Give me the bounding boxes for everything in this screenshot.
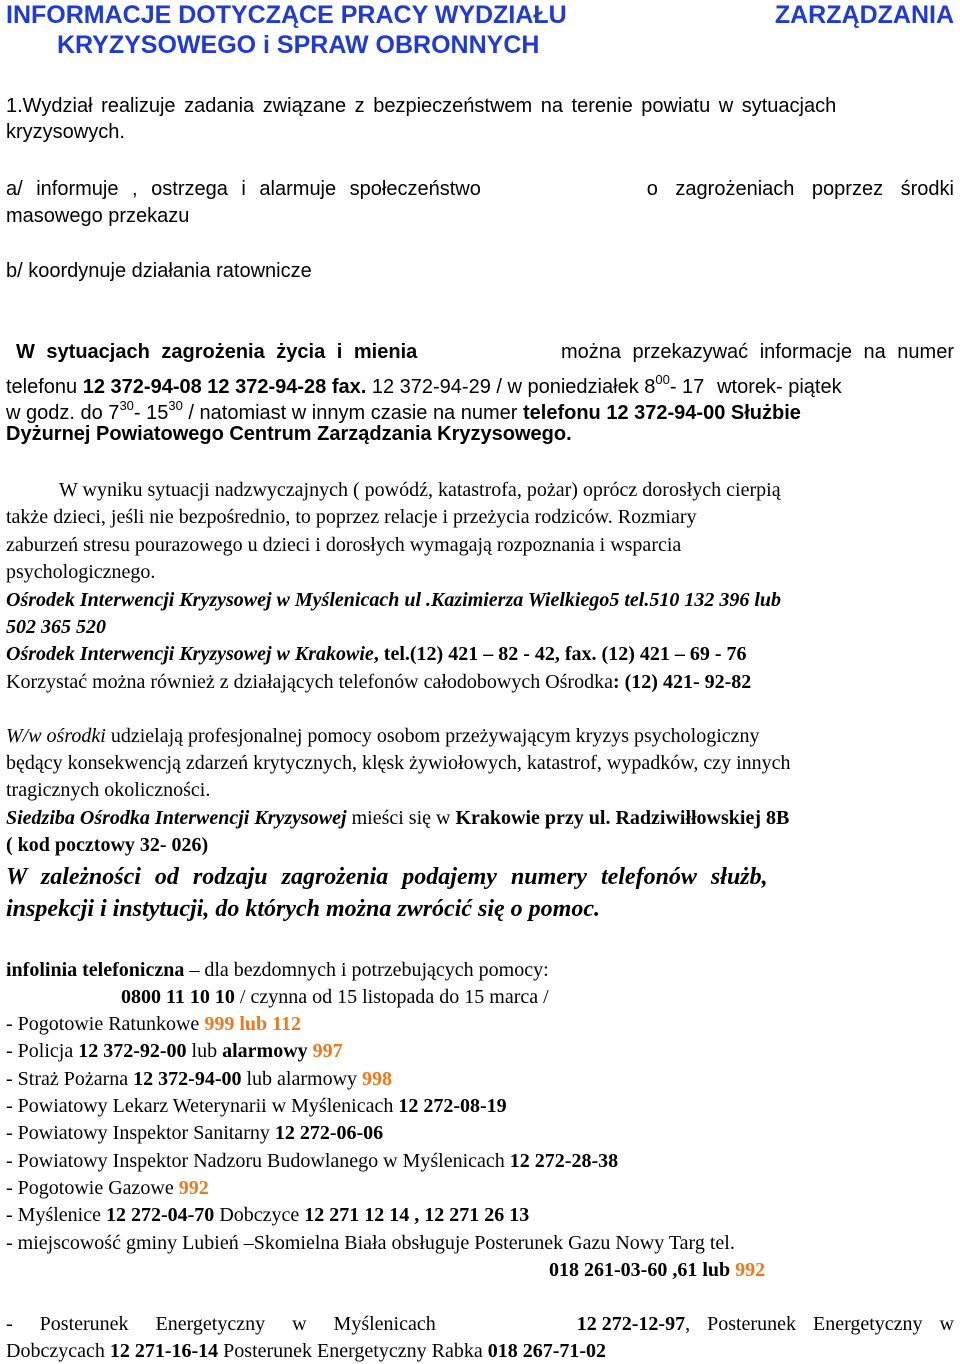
page-title [6,0,954,30]
contact-number: 999 lub 112 [204,1013,302,1035]
list-item [6,1338,606,1364]
emergency-phone-fax: 12 372-94-08 12 372-94-28 fax. [82,376,367,398]
sup-30a: 30 [119,398,134,413]
contact-label: - Powiatowy Inspektor Sanitarny [6,1122,270,1144]
contact-number: 12 272-12-97 [576,1313,686,1335]
emergency-heading: W sytuacjach zagrożenia życia i mienia [16,341,418,363]
crisis-line4: psychologicznego. [6,561,156,583]
contact-label: - Pogotowie Ratunkowe [6,1013,200,1035]
emergency-text: można przekazywać informacje na numer [560,341,954,363]
crisis-line6: 502 365 520 [6,616,106,638]
contact-label: - Policja [6,1040,74,1062]
infolinia-line2 [121,984,549,1010]
list-item [6,1093,507,1119]
intro-line2: kryzysowych. [6,121,125,143]
contact-group [577,1311,954,1337]
list-item [6,1011,301,1037]
emergency-l2-d: - 17 [669,376,705,398]
infolinia-desc: – dla bezdomnych i potrzebujących pomocy: [189,959,549,981]
centers-l1-b: udzielają profesjonalnej pomocy osobom przeżywającym kryzys psychologiczny [110,725,760,747]
center-phone: : (12) 421- 92-82 [612,671,752,693]
contact-number: 998 [362,1068,393,1090]
krakow-phone: , tel.(12) 421 – 82 - 42, fax. [373,643,597,665]
point-a-right: o zagrożeniach poprzez środki [646,178,954,200]
centers-line2: będący konsekwencją zdarzeń krytycznych, klęsk żywiołowych, katastrof, wypadków, czy innych [6,752,791,774]
contact-label: Posterunek Energetyczny Rabka [223,1340,483,1362]
emergency-line1 [16,339,954,365]
list-item [6,1202,529,1228]
contact-number: 12 272-08-19 [398,1095,507,1117]
emergency-l3-d: / natomiast w innym czasie na numer [188,402,518,424]
centers-l1-a: W/w ośrodki [6,725,106,747]
krakow-fax: (12) 421 – 69 - 76 [601,643,747,665]
contact-label: - Myślenice [6,1204,101,1226]
contact-number: 12 372-94-00 [133,1068,242,1090]
contact-label: Dobczyce [219,1204,300,1226]
contact-number: 12 272-06-06 [274,1122,384,1144]
contact-label: - Pogotowie Gazowe [6,1177,174,1199]
contact-text: alarmowy [222,1040,308,1062]
infolinia-line1 [6,957,549,983]
crisis-line1: W wyniku sytuacji nadzwyczajnych ( powódź, katastrofa, pożar) oprócz dorosłych cierpią [59,479,781,501]
crisis-line3: zaburzeń stresu pourazowego u dzieci i dorosłych wymagają rozpoznania i wsparcia [6,534,682,556]
infolinia-hours: / czynna od 15 listopada do 15 marca / [239,986,549,1008]
centers-address: Krakowie przy ul. Radziwiłłowskiej 8B [455,807,790,829]
intro-point-b: b/ koordynuje działania ratownicze [6,260,312,282]
title-line2: KRYZYSOWEGO i SPRAW OBRONNYCH [57,31,540,59]
centers-line3: tragicznych okoliczności. [6,779,211,801]
contact-number: 018 261-03-60 ,61 lub [549,1259,731,1281]
infolinia-number: 0800 11 10 10 [121,986,235,1008]
crisis-line5: Ośrodek Interwencji Kryzysowej w Myślenicach ul .Kazimierza Wielkiego5 tel.510 132 396 lub [6,589,782,611]
intro-line1 [6,93,954,119]
contact-label: , Posterunek Energetyczny w [685,1313,954,1335]
emergency-l3-f: Służbie [730,402,801,424]
contact-number: 992 [178,1177,209,1199]
emergency-line4: Dyżurnej Powiatowego Centrum Zarządzania Kryzysowego. [6,423,572,445]
duty-phone: telefonu 12 372-94-00 [523,402,726,424]
crisis-line2: także dzieci, jeśli nie bezpośrednio, to poprzez relacje i przeżycia rodziców. Rozmiary [6,506,697,528]
contact-number: 018 267-71-02 [487,1340,607,1362]
crisis-line8 [6,669,751,695]
sup-30b: 30 [168,398,183,413]
heading-l1: W zależności od rodzaju zagrożenia podajemy numery telefonów służb, [6,864,768,890]
infolinia-label: infolinia telefoniczna [6,959,185,981]
intro-point-a-line2: masowego przekazu [6,205,190,227]
list-item [6,1066,392,1092]
contact-number: 12 271-16-14 [109,1340,219,1362]
title-line1-left: INFORMACJE DOTYCZĄCE PRACY WYDZIAŁU [6,1,567,29]
contact-label: - Straż Pożarna [6,1068,129,1090]
list-item [6,1120,383,1146]
intro-point-a-line1 [6,176,954,202]
intro-text: 1.Wydział realizuje zadania związane z bezpieczeństwem na terenie powiatu w sytuacjach [6,95,837,117]
centers-seat: Siedziba Ośrodka Interwencji Kryzysowej [6,807,347,829]
contact-label: - Powiatowy Inspektor Nadzoru Budowlanego w Myślenicach [6,1150,505,1172]
emergency-l2-a: telefonu [6,376,78,398]
centers-line4 [6,805,789,831]
list-item [6,1311,954,1337]
sup-blank [704,372,711,387]
contact-label: - Powiatowy Lekarz Weterynarii w Myślenicach [6,1095,394,1117]
point-a-left: a/ informuje , ostrzega i alarmuje społeczeństwo [6,178,481,200]
list-item: - miejscowość gminy Lubień –Skomielna Biała obsługuje Posterunek Gazu Nowy Targ tel. [6,1232,735,1254]
services-heading-line1 [6,862,954,892]
centers-line5: ( kod pocztowy 32- 026) [6,834,209,856]
title-line1-right: ZARZĄDZANIA [774,1,954,29]
list-item [6,1175,209,1201]
sup-00: 00 [655,372,670,387]
krakow-center: Ośrodek Interwencji Kryzysowej w Krakowie [6,643,374,665]
contact-number: 992 [735,1259,766,1281]
contact-label: Dobczycach [6,1340,105,1362]
emergency-l3-a: w godz. [6,402,75,424]
contact-number: 997 [312,1040,343,1062]
crisis-l8-a: Korzystać można również z działających telefonów całodobowych Ośrodka [6,671,613,693]
emergency-l3-c: - 15 [133,402,169,424]
crisis-line7 [6,641,747,667]
contact-number: 12 272-04-70 [105,1204,215,1226]
list-item [549,1257,765,1283]
services-heading-line2: inspekcji i instytucji, do których można zwrócić się o pomoc. [6,896,600,922]
centers-line1 [6,723,760,749]
contact-number: 12 271 12 14 , 12 271 26 13 [304,1204,530,1226]
emergency-hours: 12 372-94-29 / w poniedziałek 8 [371,376,656,398]
emergency-l3-b: do 7 [80,402,120,424]
contact-number: 12 372-92-00 [78,1040,187,1062]
contact-number: 12 272-28-38 [509,1150,619,1172]
contact-text: lub alarmowy [246,1068,358,1090]
list-item [6,1148,618,1174]
list-item [6,1038,343,1064]
emergency-days: wtorek- piątek [717,376,842,398]
contact-text: lub [191,1040,218,1062]
centers-l4-b: mieści się w [351,807,451,829]
contact-label: - Posterunek Energetyczny w Myślenicach [6,1313,436,1335]
